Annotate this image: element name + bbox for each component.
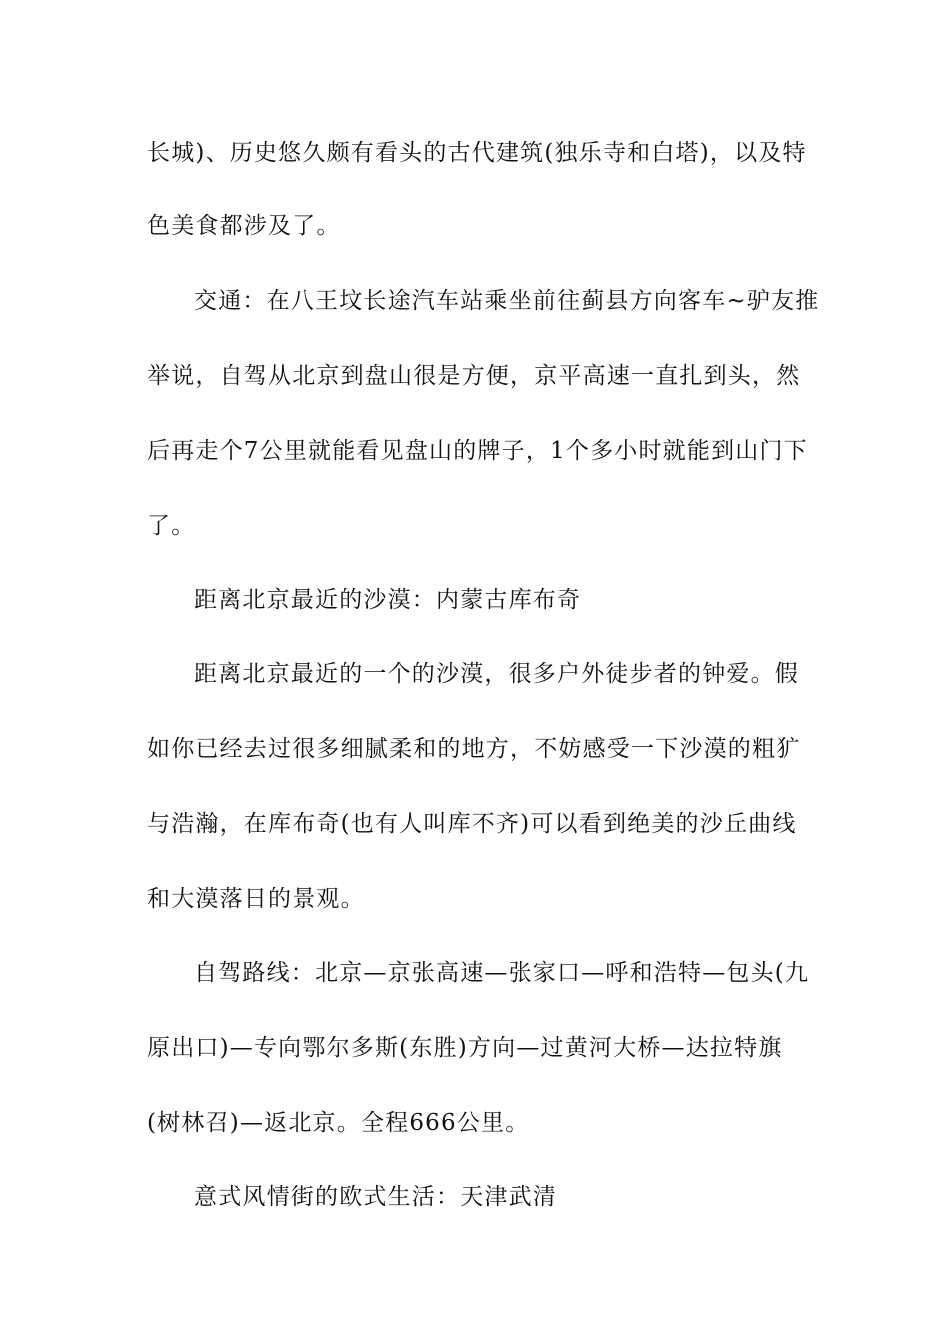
text-line: 交通：在八王坟长途汽车站乘坐前往蓟县方向客车~驴友推: [194, 288, 820, 314]
text-line: 距离北京最近的一个的沙漠，很多户外徒步者的钟爱。假: [194, 661, 799, 687]
text-line: 与浩瀚，在库布奇(也有人叫库不齐)可以看到绝美的沙丘曲线: [147, 811, 797, 837]
section-heading: 意式风情街的欧式生活：天津武清: [194, 1184, 557, 1210]
text-line: 如你已经去过很多细腻柔和的地方，不妨感受一下沙漠的粗犷: [147, 736, 801, 762]
text-line: 长城)、历史悠久颇有看头的古代建筑(独乐寺和白塔)，以及特: [147, 140, 807, 166]
text-line: 自驾路线：北京—京张高速—张家口—呼和浩特—包头(九: [194, 960, 810, 986]
text-line: 举说，自驾从北京到盘山很是方便，京平高速一直扎到头，然: [147, 363, 801, 389]
text-line: 和大漠落日的景观。: [147, 886, 365, 912]
text-line: 色美食都涉及了。: [147, 213, 341, 239]
text-line: 了。: [147, 513, 196, 539]
text-line: 后再走个7公里就能看见盘山的牌子，1个多小时就能到山门下: [147, 438, 808, 464]
text-line: (树林召)—返北京。全程666公里。: [147, 1110, 530, 1136]
text-line: 原出口)—专向鄂尔多斯(东胜)方向—过黄河大桥—达拉特旗: [147, 1035, 783, 1061]
section-heading: 距离北京最近的沙漠：内蒙古库布奇: [194, 587, 582, 613]
